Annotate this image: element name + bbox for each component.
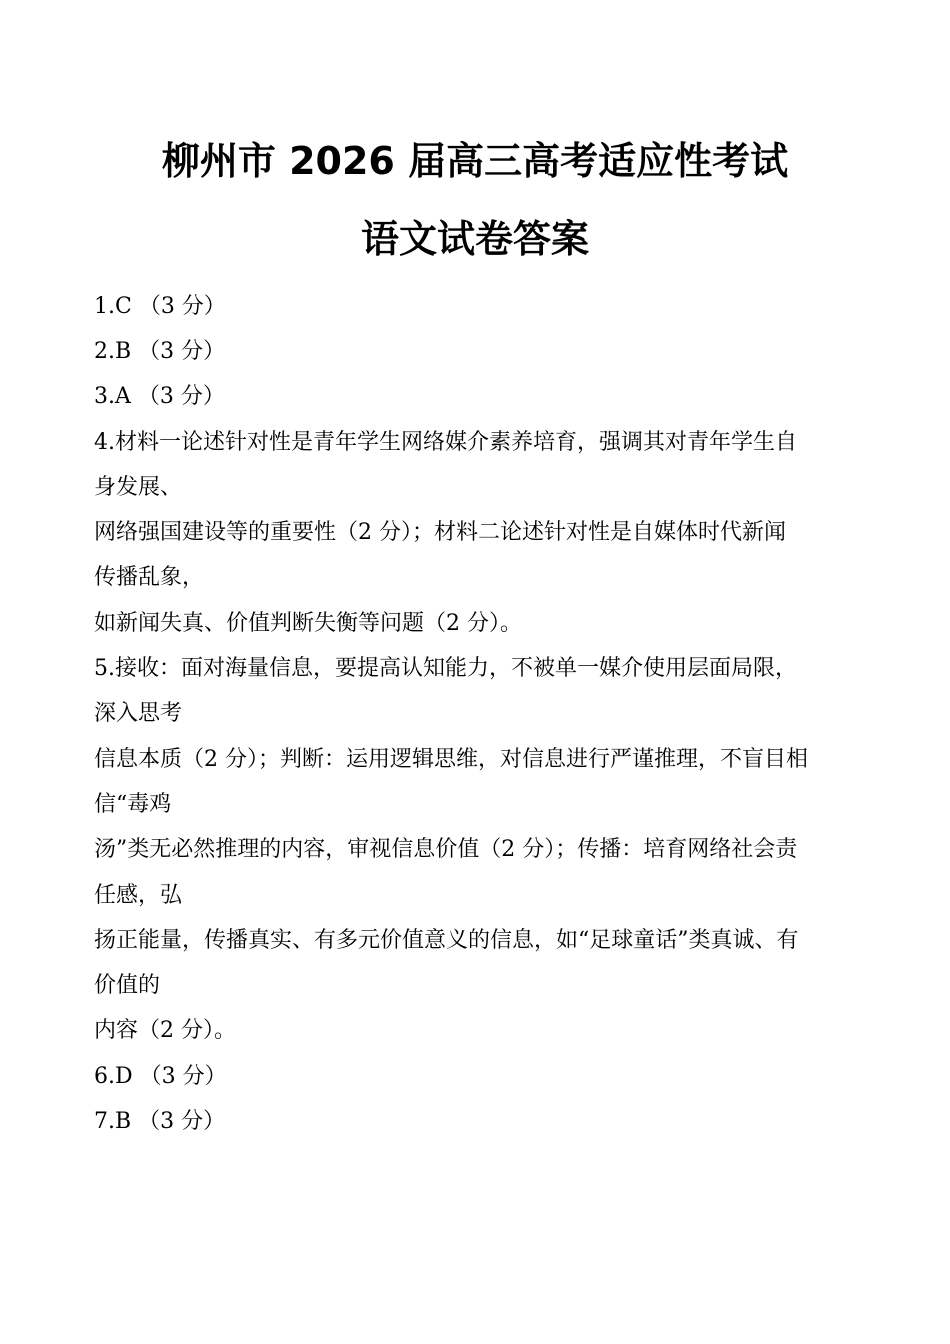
answer-q6: 6.D （3 分）: [94, 1064, 227, 1089]
answer-q4-line: 身发展、: [94, 475, 183, 500]
answer-q5-line: 内容（2 分）。: [94, 1018, 236, 1043]
answer-q5-line: 信“毒鸡: [94, 792, 172, 817]
answer-q4-line: 传播乱象，: [94, 565, 205, 590]
answer-q3: 3.A （3 分）: [94, 384, 225, 409]
answer-q4-line: 网络强国建设等的重要性（2 分）；材料二论述针对性是自媒体时代新闻: [94, 520, 786, 545]
answer-q2: 2.B （3 分）: [94, 339, 226, 364]
answer-q4-line: 4.材料一论述针对性是青年学生网络媒介素养培育，强调其对青年学生自: [94, 430, 797, 455]
answer-q5-line: 价值的: [94, 973, 161, 998]
answer-q1: 1.C （3 分）: [94, 294, 226, 319]
answer-q4-line: 如新闻失真、价值判断失衡等问题（2 分）。: [94, 611, 522, 636]
answer-q5-line: 汤”类无必然推理的内容，审视信息价值（2 分）；传播：培育网络社会责: [94, 837, 798, 862]
answer-q5-line: 任感，弘: [94, 883, 183, 908]
answer-q5-line: 深入思考: [94, 701, 183, 726]
answer-q5-line: 扬正能量，传播真实、有多元价值意义的信息，如“足球童话”类真诚、有: [94, 928, 799, 953]
document-subtitle: 语文试卷答案: [360, 217, 589, 261]
answer-q5-line: 5.接收：面对海量信息，要提高认知能力，不被单一媒介使用层面局限，: [94, 656, 797, 681]
answer-q7: 7.B （3 分）: [94, 1109, 226, 1134]
answer-q5-line: 信息本质（2 分）；判断：运用逻辑思维，对信息进行严谨推理，不盲目相: [94, 747, 808, 772]
document-title: 柳州市 2026 届高三高考适应性考试: [161, 139, 789, 183]
